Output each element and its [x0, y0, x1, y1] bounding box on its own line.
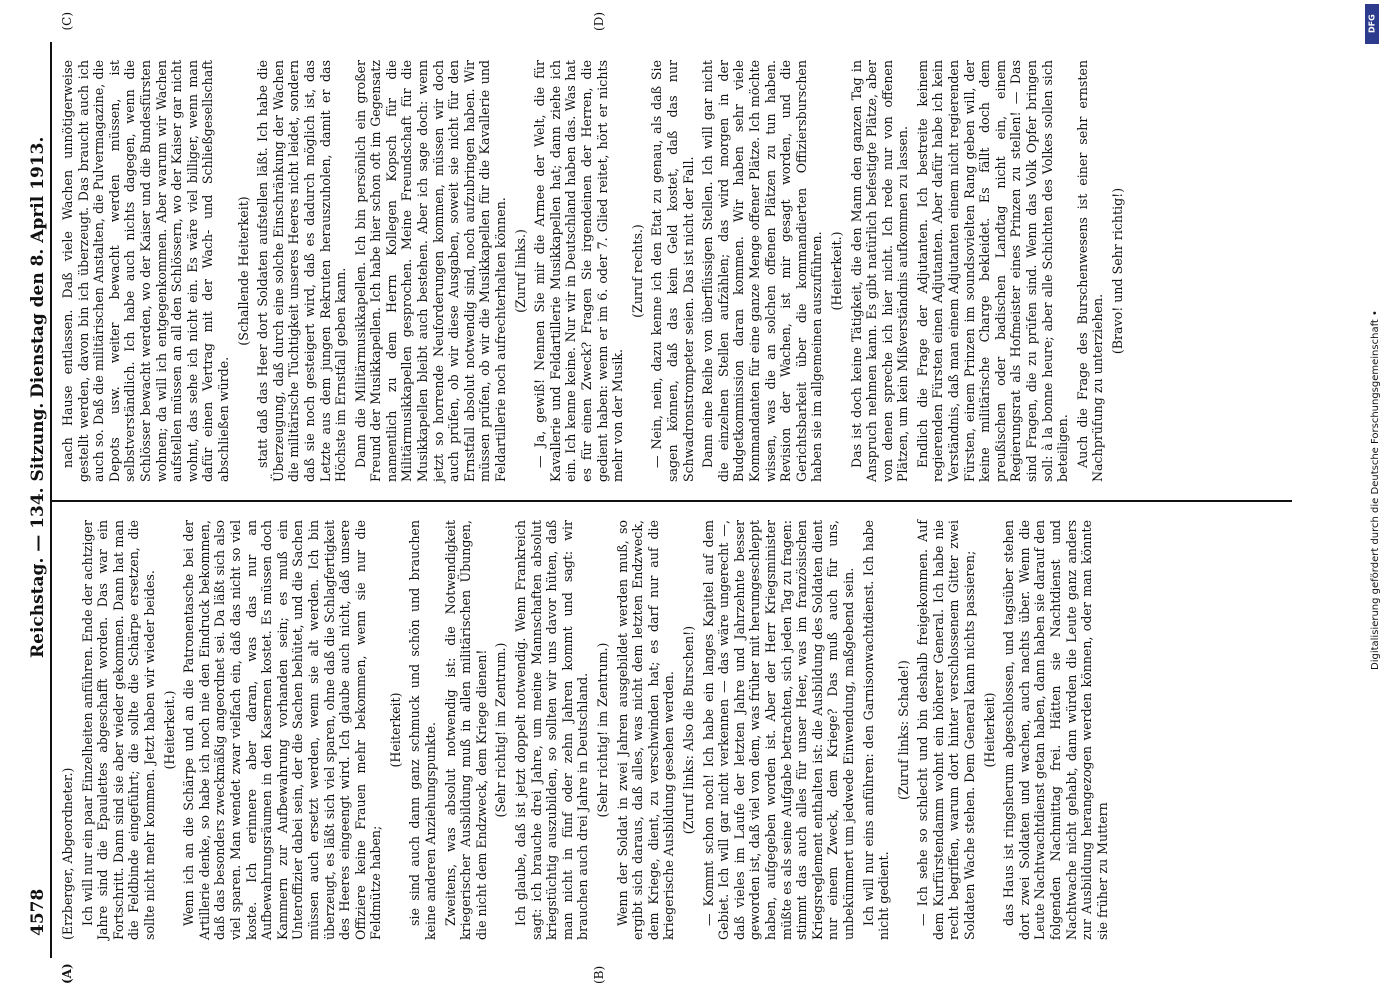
session-date: Dienstag den 8. April 1913. [28, 136, 48, 398]
paragraph: (Bravo! und Sehr richtig!) [1110, 187, 1125, 355]
paragraph: das Haus ist ringsherum abgeschlossen, und tagsüber stehen dort zwei Soldaten und wachen, auch nachts über. Wenn die Leute Nachtwachtdienst getan haben, dann haben sie darauf den folgenden Nachmittag frei. Hätten sie Nachtdienst und Nachtwache nicht gehabt, dann würden die Leute ganz anders zur Ausbildung herangezogen werden können, oder man könnte sie früher zu Muttern [1001, 520, 1110, 940]
left-column [52, 500, 1292, 984]
paragraph: Das ist doch keine Tätigkeit, die den Mann den ganzen Tag in Anspruch nehmen kann. Es gibt natürlich befestigte Plätze, aber von denen spreche ich hier nicht. Ich rede nur von offenen Plätzen, um kein Mißverständnis aufkommen zu lassen. [848, 60, 911, 482]
page-number: 4578 [28, 888, 48, 936]
paragraph: nach Hause entlassen. Daß viele Wachen unnötigerweise gestellt werden, davon bin ich überzeugt. Das braucht auch ich auch so. Daß die militärischen Anstalten, die Pulvermagazine, die Depots usw. weiter bewacht werden müssen, ist selbstverständlich. Ich habe auch nichts dagegen, wenn die Schlösser bewacht werden, wo der Kaiser und die Bundesfürsten wohnen; da will ich entgegenkommen. Aber warum wir Wachen aufstellen müssen an all den Schlössern, wo der Kaiser gar nicht wohnt, das sehe ich nicht ein. Es wäre viel billiger, wenn man dafür einen Vertrag mit der Wach- und Schließgesellschaft abschließen würde. [60, 60, 231, 482]
paragraph: (Heiterkeit) [387, 692, 403, 768]
paragraph: statt daß das Heer dort Soldaten aufstellen läßt. Ich habe die Überzeugung, daß durch eine solche Einschränkung der Wachen die militärische Tüchtigkeit unseres Heeres nicht leidet, sondern daß sie noch gesteigert wird, daß es dadurch möglich ist, das Letzte aus dem jungen Rekruten herauszuholen, damit er das Höchste im Ernstfall geben kann. [255, 60, 349, 482]
paragraph: Wenn der Soldat in zwei Jahren ausgebildet werden muß, so ergibt sich daraus, daß alles, was nicht dem letzten Endzweck, dem Kriege, dient, zu verschwinden hat; es darf nur auf die kriegerische Ausbildung gesehen werden. [614, 520, 677, 940]
paragraph: Ich will nur ein paar Einzelheiten anführen. Ende der achtziger Jahre sind die Epaulettes abgeschafft worden. Das war ein Fortschritt. Dann sind sie aber wieder gekommen. Dann hat man die Feldbinde eingeführt; die sollte die Schärpe ersetzen, die sollte nicht mehr kommen. Jetzt haben wir wieder beides. [79, 519, 157, 940]
paragraph: Dann die Militärmusikkapellen. Ich bin persönlich ein großer Freund der Musikkapellen. Ich habe hier schon oft im Gegensatz namentlich zu dem Herrn Kollegen Kopsch für die Militärmusikkapellen gesprochen. Meine Freundschaft für die Musikkapellen bleibt auch bestehen. Aber ich sage doch: wenn jetzt so horrende Neuforderungen kommen, müssen wir doch auch prüfen, ob wir diese Ausgaben, soweit sie nicht für den Ernstfall absolut notwendig sind, noch aufzubringen haben. Wir müssen prüfen, ob wir die Musikkapellen für die Kavallerie und Feldartillerie noch aufrechterhalten können. [352, 60, 509, 482]
paragraph: — Ich sehe so schlecht und bin deshalb freigekommen. Auf dem Kurfürstendamm wohnt ein höherer General. Ich habe nie recht begriffen, warum dort hinter verschlossenem Gitter zwei Soldaten Wache stehen. Dem General kann nichts passieren; [915, 520, 978, 940]
dfg-logo: DFG [1365, 4, 1379, 44]
paragraph: Endlich die Frage der Adjutanten. Ich bestreite keinem regierenden Fürsten einen Adjutanten. Aber dafür habe ich kein Verständnis, daß man einem Adjutanten einem nicht regierenden Fürsten, einem Prinzen im soundsovielten Rang geben will, der keine militärische Charge bekleidet. Es fällt doch dem preußischen oder badischen Landtag nicht ein, einem Regierungsrat als Hofmeister eines Prinzen zu stellen! — Das sind Fragen, die zu prüfen sind. Wenn das Volk Opfer bringen soll: à la bonne heure; aber alle Schichten des Volkes sollen sich beteiligen. [914, 60, 1071, 482]
paragraph: (Schallende Heiterkeit) [235, 196, 251, 346]
paragraph: (Zuruf links: Schade!) [895, 660, 911, 800]
paragraph: (Sehr richtig! im Zentrum.) [493, 642, 509, 818]
paragraph: (Zuruf links.) [512, 229, 528, 313]
paragraph: — Kommt schon noch! Ich habe ein langes Kapitel auf dem Gebiet. Ich will gar nicht verkennen — das wäre ungerecht —, daß vieles im Laufe der letzten Jahre und Jahrzehnte besser geworden ist, daß viel von dem, was früher mit herumgeschleppt haben, aufgegeben worden ist. Aber der Herr Kriegsminister müßte es als seine Aufgabe betrachten, sich jeden Tag zu fragen: stimmt das auch alles für unser Heer, was im französischen Kriegsreglement enthalten ist: die Ausbildung des Soldaten dient nur einem Zweck, dem Kriege? Das muß auch für uns, unbekümmert um jedwede Einwendung, maßgebend sein. [700, 520, 856, 940]
page-header [22, 42, 52, 958]
digitization-note: Digitalisierung gefördert durch die Deutsche Forschungsgemeinschaft • [1370, 310, 1381, 670]
paragraph: Ich glaube, daß ist jetzt doppelt notwendig. Wenn Frankreich sagt: ich brauche drei Jahre, um meine Mannschaften absolut kriegstüchtig auszubilden, so sollten wir uns davor hüten, daß man nicht in fünf oder zehn Jahren kommt und sagt: wir brauchen auch drei Jahre in Deutschland. [513, 520, 591, 940]
margin-marker-b: (B) [592, 965, 606, 984]
margin-marker-c: (C) [60, 12, 74, 31]
session-title: Reichstag. — 134. Sitzung. [28, 402, 48, 658]
paragraph: — Nein, nein, dazu kenne ich den Etat zu genau, als daß Sie sagen können, daß das kein Geld kostet, daß das nur Schwadronstrompeter seien. Das ist nicht der Fall. [649, 60, 696, 482]
paragraph: — Ja, gewiß! Nennen Sie mir die Armee der Welt, die für Kavallerie und Feldartillerie Musikkapellen hat; dann ziehe ich ein. Ich kenne keine. Nur wir in Deutschland haben das. Was hat es für einen Zweck? Fragen Sie irgendeinen der Herren, die gedient haben: wenn er im 6. oder 7. Glied reitet, hört er nichts mehr von der Musik. [532, 60, 626, 482]
right-column [52, 12, 1292, 500]
paragraph: (Zuruf links: Also die Burschen!) [680, 625, 696, 835]
paragraph: sie sind auch dann ganz schmuck und schön und brauchen keine anderen Anziehungspunkte. [407, 520, 439, 940]
paragraph: Dann eine Reihe von überflüssigen Stellen. Ich will gar nicht die einzelnen Stellen aufzählen; das wird morgen in der Budgetkommission daran kommen. Wir haben sehr viele Kommandanten für eine ganze Menge offener Plätze. Ich möchte wissen, was die an solchen offenen Plätzen zu tun haben. Revision der Wachen, ist mir gesagt worden, und die Gerichtsbarkeit über die kommandierten Offiziersburschen haben sie im allgemeinen auszuführen. [700, 60, 825, 482]
text-columns [52, 12, 1292, 984]
paragraph: (Heiterkeit.) [161, 690, 177, 770]
paragraph: Zweitens, was absolut notwendig ist: die Notwendigkeit kriegerischer Ausbildung muß in allen militärischen Übungen, die nicht dem Endzweck, dem Kriege dienen! [442, 520, 489, 940]
paragraph: Auch die Frage des Burschenwesens ist einer sehr ernsten Nachprüfung zu unterziehen. [1074, 60, 1106, 482]
paragraph: Ich will nur eins anführen: den Garnisonwachtdienst. Ich habe nicht gedient. [860, 520, 892, 940]
paragraph: (Sehr richtig! im Zentrum.) [595, 642, 610, 818]
paragraph: (Zuruf rechts.) [629, 224, 645, 318]
margin-marker-a: (A) [60, 963, 74, 984]
margin-marker-d: (D) [592, 12, 606, 31]
paragraph: (Heiterkeit.) [828, 231, 844, 311]
paragraph: (Erzberger, Abgeordneter.) [60, 767, 75, 940]
paragraph: Wenn ich an die Schärpe und an die Patronentasche bei der Artillerie denke, so habe ich noch nie den Eindruck bekommen, daß das besonders zweckmäßig angeordnet sei. Da läßt sich also viel sparen. Man wendet zwar vielfach ein, daß das nicht so viel koste. Ich erinnere aber daran, was das nur an Aufbewahrungsräumen in den Kasernen kostet. Es müssen doch Kammern zur Aufbewahrung vorhanden sein; es muß ein Unteroffizier dabei sein, der die Sachen behütet, und die Sachen müssen auch ersetzt werden, wenn sie alt werden. Ich bin überzeugt, es läßt sich viel sparen, ohne daß die Schlagfertigkeit des Heeres eingeengt wird. Ich glaube auch nicht, daß unsere Offiziere keine Frauen mehr bekommen, wenn sie nur die Feldmütze haben; [181, 520, 384, 940]
paragraph: (Heiterkeit) [981, 692, 997, 768]
